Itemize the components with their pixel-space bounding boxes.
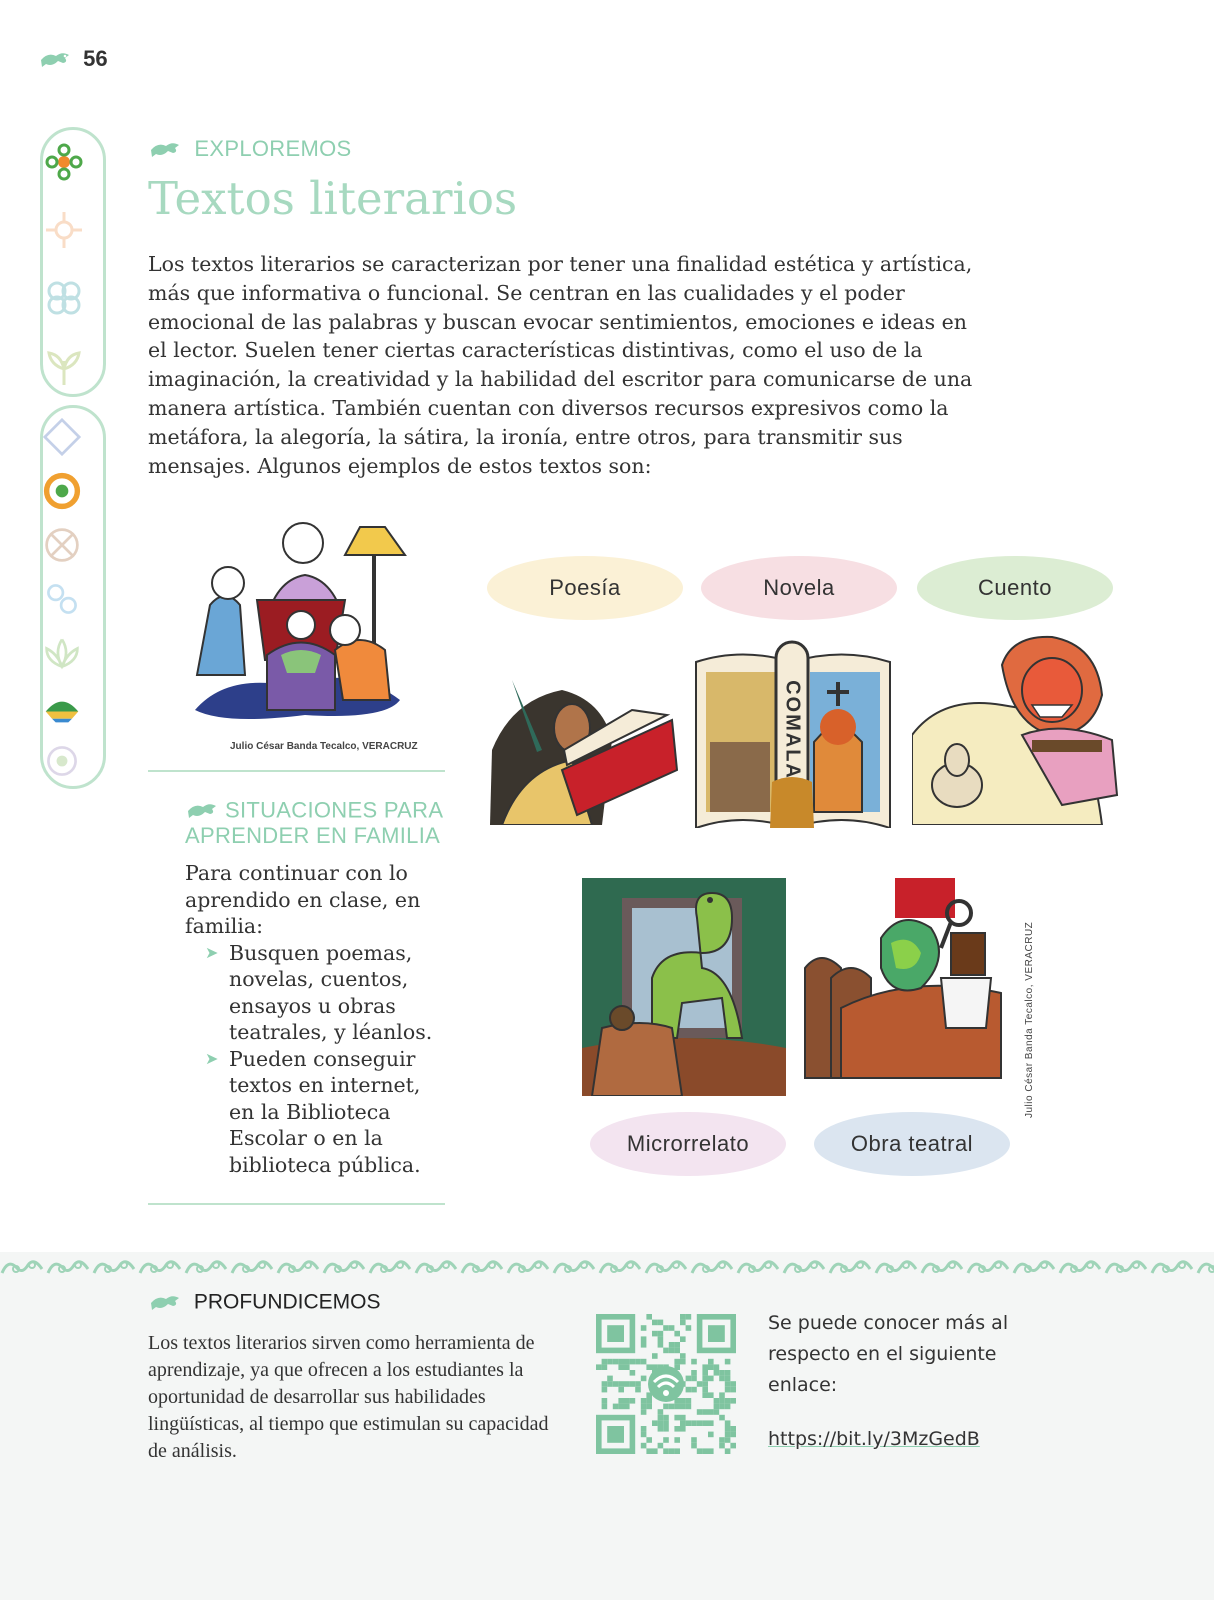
external-link[interactable]: https://bit.ly/3MzGedB [768, 1428, 980, 1450]
flower-icon [43, 141, 85, 183]
explore-label-row [148, 135, 351, 162]
circles-icon [43, 277, 85, 319]
diamond-icon [43, 418, 81, 456]
divider [148, 770, 445, 772]
target-icon [43, 472, 81, 510]
family-list [185, 940, 435, 1179]
family-intro: Para continuar con lo aprendido en clase, en familia: [185, 861, 421, 938]
genre-microrrelato: Microrrelato [590, 1112, 786, 1176]
list-item: ➤ Pueden conseguir textos en internet, en la Biblioteca Escolar o en la biblioteca pública. [185, 1046, 435, 1179]
deepen-paragraph: Los textos literarios sirven como herramienta de aprendizaje, ya que ofrecen a los estudiantes la oportunidad de desarrollar sus habilidades lingüísticas, al tiempo que estimulan su capacidad de análisis. [148, 1332, 549, 1462]
lizard-icon [38, 48, 72, 70]
axis-rail-top [40, 127, 106, 397]
plant-icon [43, 345, 85, 387]
explore-label: EXPLOREMOS [194, 136, 352, 162]
wave-border [0, 1255, 1214, 1281]
lizard-icon [148, 138, 182, 160]
family-label-line1: SITUACIONES PARA [225, 797, 444, 823]
list-item: ➤ Busquen poemas, novelas, cuentos, ensayos u obras teatrales, y léanlos. [185, 940, 435, 1046]
link-icon [43, 580, 81, 618]
page-number: 56 [83, 46, 108, 71]
deepen-label-row [148, 1290, 381, 1314]
family-activity [185, 860, 435, 1178]
lotus-icon [43, 634, 81, 672]
divider [148, 1203, 445, 1205]
axis-rail-bottom [40, 405, 106, 789]
swirl-icon [43, 742, 81, 780]
deepen-label: PROFUNDICEMOS [193, 1290, 381, 1314]
lizard-icon [185, 799, 219, 821]
comala-sign: COMALA [781, 680, 804, 780]
microstory-illustration [582, 878, 786, 1096]
intro-paragraph: Los textos literarios se caracterizan por tener una finalidad estética y artística, más que informativa o funcional. Se centran en las cualidades y el poder emocional de las palabras y buscan evocar sentimientos, emociones e ideas en el lector. Suelen tener ciertas características distintivas, como el uso de la imaginación, la creatividad y la habilidad del escritor para comunicarse de una manera artística. También cuentan con diversos recursos expresivos como la metáfora, la alegoría, la sátira, la ironía, entre otros, para transmitir sus mensajes. Algunos ejemplos de estos textos son: [148, 252, 973, 478]
illustration-credit-left: Julio César Banda Tecalco, VERACRUZ [230, 741, 418, 752]
compass-icon [43, 526, 81, 564]
fan-icon [43, 688, 81, 726]
qr-code[interactable] [596, 1314, 736, 1454]
genre-poesia: Poesía [487, 556, 683, 620]
family-label [185, 796, 443, 848]
story-illustration [912, 625, 1122, 825]
novel-illustration [692, 632, 894, 828]
link-intro: Se puede conocer más al respecto en el siguiente enlace: [768, 1312, 1009, 1396]
page-title: Textos literarios [148, 172, 518, 225]
lizard-icon [148, 1291, 182, 1313]
illustration-credit-right: Julio César Banda Tecalco, VERACRUZ [1024, 921, 1035, 1118]
genre-obra-teatral: Obra teatral [814, 1112, 1010, 1176]
family-reading-illustration [185, 515, 415, 725]
genre-novela: Novela [701, 556, 897, 620]
theater-illustration [801, 878, 1007, 1088]
sun-figure-icon [43, 209, 85, 251]
genre-cuento: Cuento [917, 556, 1113, 620]
family-label-line2: APRENDER EN FAMILIA [185, 822, 441, 848]
page-header [38, 46, 108, 72]
poetry-illustration [482, 640, 678, 825]
